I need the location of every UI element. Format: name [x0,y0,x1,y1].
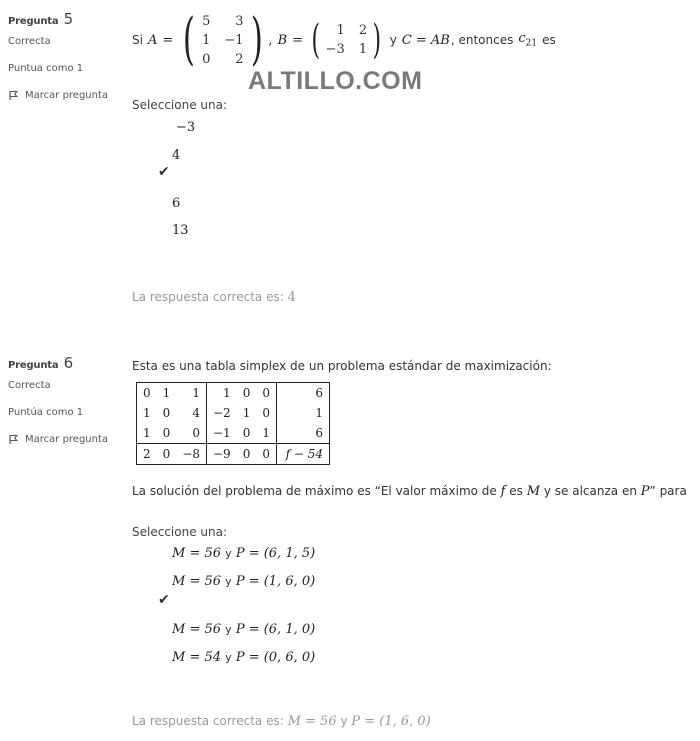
question-label: Pregunta [8,360,59,371]
table-cell: −1 [212,426,231,440]
question-grade: Puntua como 1 [8,63,84,74]
table-cell: 1 [143,406,151,420]
table-cell: 6 [315,426,323,440]
question-number: 6 [63,354,74,372]
flag-icon [8,434,19,445]
option-4[interactable]: 4 [172,148,181,163]
matrix-cell: 1 [336,23,345,38]
option-left: M = 56 [172,546,222,561]
matrix-cell: 2 [358,23,368,38]
answer-left: M = 56 [287,714,337,729]
table-cell: 0 [143,386,151,400]
table-row [137,403,330,423]
statement-text: ” para [649,484,687,498]
flag-question-link[interactable] [8,434,123,445]
entonces-text: , entonces [450,33,514,47]
table-cell: f − 54 [276,444,329,465]
table-cell: 1 [176,383,206,404]
option-minus-3[interactable]: −3 [176,120,196,135]
table-row [137,383,330,404]
answer-right: P = (1, 6, 0) [351,714,431,729]
matrix-cell: 3 [235,13,244,29]
question-state: Correcta [8,36,51,47]
table-row [137,444,330,465]
option-left: M = 56 [172,622,222,637]
check-icon: ✔ [158,592,170,608]
question-title [8,10,123,28]
correct-answer [132,714,431,729]
correct-answer [132,290,296,305]
table-cell: 1 [162,386,171,400]
matrix-cell: 5 [202,13,211,29]
option-6[interactable]: 6 [172,196,181,211]
table-cell: −9 [206,444,236,465]
table-cell: 0 [157,444,177,465]
matrix-cell: −1 [224,32,244,48]
flag-question-link[interactable] [8,90,123,101]
es-text: es [542,33,556,47]
c21-subscript: 21 [525,38,538,49]
option-right: P = (6, 1, 0) [235,622,316,637]
option-13[interactable]: 13 [172,223,189,238]
option-right: P = (0, 6, 0) [235,650,316,665]
question-6-prompt: Esta es una tabla simplex de un problema estándar de maximización: [132,359,552,373]
option-right: P = (1, 6, 0) [235,574,316,589]
matrix-cell: 1 [358,42,368,57]
table-cell: 0 [256,383,276,404]
option-left: M = 54 [172,650,222,665]
statement-text: es [509,484,523,498]
prompt-text: Si [132,33,143,47]
solution-statement [132,484,687,499]
option-y: y [225,623,232,636]
p-symbol: P [640,484,650,499]
table-cell: 6 [315,386,323,400]
simplex-table [136,382,330,465]
flag-icon [8,90,19,101]
equals-sign: = [162,32,174,48]
check-icon: ✔ [158,164,170,180]
question-5-info [8,10,123,101]
matrix-b: ( 1 2 −3 1 ) [311,17,382,63]
table-cell: −8 [176,444,206,465]
table-cell: 0 [176,423,206,444]
table-cell: 0 [162,406,171,420]
table-cell: 1 [223,386,231,400]
table-cell: 0 [256,403,276,423]
matrix-cell: 2 [235,51,244,67]
table-cell: 1 [242,406,251,420]
matrix-a: ( 5 3 1 −1 0 2 ) [183,7,263,72]
answer-value: 4 [287,290,296,305]
question-6-info [8,354,123,445]
watermark: ALTILLO.COM [248,67,423,95]
option-d[interactable] [172,650,315,665]
statement-text: La solución del problema de máximo es “El valor máximo de [132,484,497,498]
matrix-cell: −3 [325,42,345,57]
option-c[interactable] [172,622,315,637]
select-label: Seleccione una: [132,525,227,539]
table-cell: 0 [162,426,171,440]
matrix-b-name: B [277,32,288,48]
table-cell: 1 [256,423,276,444]
statement-text: y se alcanza en [543,484,637,498]
option-right: P = (6, 1, 5) [235,546,316,561]
question-number: 5 [63,10,74,28]
table-row [137,423,330,444]
simplex-table-container [136,382,330,465]
matrix-cell: 0 [202,51,211,67]
flag-label: Marcar pregunta [25,90,109,101]
option-left: M = 56 [172,574,222,589]
table-cell: 0 [256,444,276,465]
f-symbol: f [500,484,506,499]
table-cell: 4 [176,403,206,423]
question-5-prompt: Si A = ( 5 3 1 −1 0 2 ) , B = ( 1 2 −3 1 ) y C = AB , entonces $c_{21}$ es [132,7,556,72]
equals-sign: = [292,32,304,48]
table-cell: 1 [315,406,323,420]
question-title [8,354,123,372]
c-expression: C = AB [401,32,450,48]
table-cell: −2 [212,406,231,420]
matrix-a-name: A [147,32,158,48]
m-symbol: M [526,484,541,499]
flag-label: Marcar pregunta [25,434,109,445]
question-grade: Puntúa como 1 [8,407,84,418]
y-word: y [389,33,397,47]
table-cell: 0 [237,444,257,465]
option-y: y [225,547,232,560]
table-cell: 2 [137,444,157,465]
option-y: y [225,575,232,588]
select-label: Seleccione una: [132,98,227,112]
table-cell: 0 [242,386,251,400]
table-cell: 1 [143,426,151,440]
matrix-cell: 1 [202,32,211,48]
table-cell: 0 [242,426,251,440]
option-a[interactable] [172,546,315,561]
option-y: y [225,651,232,664]
option-b[interactable] [172,574,315,589]
c21-symbol: c [518,31,526,47]
answer-label: La respuesta correcta es: [132,290,284,304]
answer-y: y [340,714,348,728]
question-state: Correcta [8,380,51,391]
answer-label: La respuesta correcta es: [132,714,284,728]
question-label: Pregunta [8,16,59,27]
